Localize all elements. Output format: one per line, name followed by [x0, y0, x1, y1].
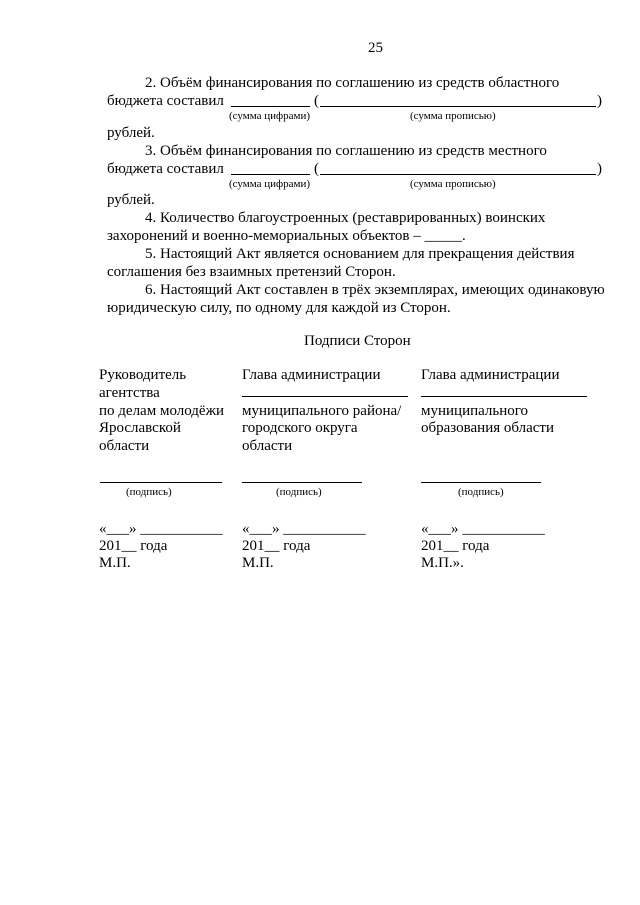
col3-line-1: Глава администрации [421, 367, 560, 383]
para2-line2-start: бюджета составил [107, 93, 224, 109]
col2-stamp: М.П. [242, 555, 274, 571]
para2-digits-blank [231, 106, 310, 107]
para3-line1: 3. Объём финансирования по соглашению из средств местного [145, 143, 547, 159]
para3-line2-start: бюджета составил [107, 161, 224, 177]
para3-caption-digits: (сумма цифрами) [229, 178, 311, 190]
para2-caption-digits: (сумма цифрами) [229, 110, 311, 122]
col1-line-4: Ярославской [99, 420, 181, 436]
para2-line3: рублей. [107, 125, 155, 141]
col1-line-1: Руководитель [99, 367, 187, 383]
col1-year-line: 201__ года [99, 538, 168, 554]
para3-paren-close: ) [597, 161, 602, 177]
para5-line1: 5. Настоящий Акт является основанием для прекращения действия [145, 246, 575, 262]
col1-date-line: «___» ___________ [99, 521, 223, 537]
para2-caption-words: (сумма прописью) [410, 110, 496, 122]
col2-signature-caption: (подпись) [276, 486, 322, 498]
col2-line-4: области [242, 438, 293, 454]
para3-words-blank [320, 174, 596, 175]
para2-line1: 2. Объём финансирования по соглашению из средств областного [145, 75, 560, 91]
para6-line2: юридическую силу, по одному для каждой из Сторон. [107, 300, 451, 316]
col1-line-3: по делам молодёжи [99, 403, 224, 419]
col3-year-line: 201__ года [421, 538, 490, 554]
signatures-heading: Подписи Сторон [304, 333, 411, 349]
para3-digits-blank [231, 174, 310, 175]
col2-line-2: муниципального района/ [242, 403, 402, 419]
col3-date-line: «___» ___________ [421, 521, 545, 537]
col3-rule [421, 396, 587, 397]
para2-words-blank [320, 106, 596, 107]
para3-caption-words: (сумма прописью) [410, 178, 496, 190]
col2-date-line: «___» ___________ [242, 521, 366, 537]
col1-stamp: М.П. [99, 555, 131, 571]
para4-line2: захоронений и военно-мемориальных объектов – _____. [107, 228, 466, 244]
para3-paren-open: ( [314, 161, 319, 177]
col1-line-5: области [99, 438, 150, 454]
col1-signature-line [100, 482, 222, 483]
col2-signature-line [242, 482, 362, 483]
para2-paren-open: ( [314, 93, 319, 109]
col1-line-2: агентства [99, 385, 160, 401]
col2-line-3: городского округа [242, 420, 358, 436]
page-number: 25 [368, 40, 383, 56]
para5-line2: соглашения без взаимных претензий Сторон. [107, 264, 396, 280]
col3-signature-caption: (подпись) [458, 486, 504, 498]
col1-signature-caption: (подпись) [126, 486, 172, 498]
col3-stamp: М.П.». [421, 555, 464, 571]
col2-year-line: 201__ года [242, 538, 311, 554]
col2-rule [242, 396, 408, 397]
para6-line1: 6. Настоящий Акт составлен в трёх экземплярах, имеющих одинаковую [145, 282, 605, 298]
col3-line-2: муниципального [421, 403, 529, 419]
col2-line-1: Глава администрации [242, 367, 381, 383]
para4-line1: 4. Количество благоустроенных (реставрированных) воинских [145, 210, 546, 226]
col3-signature-line [421, 482, 541, 483]
col3-line-3: образования области [421, 420, 555, 436]
para2-paren-close: ) [597, 93, 602, 109]
para3-line3: рублей. [107, 192, 155, 208]
